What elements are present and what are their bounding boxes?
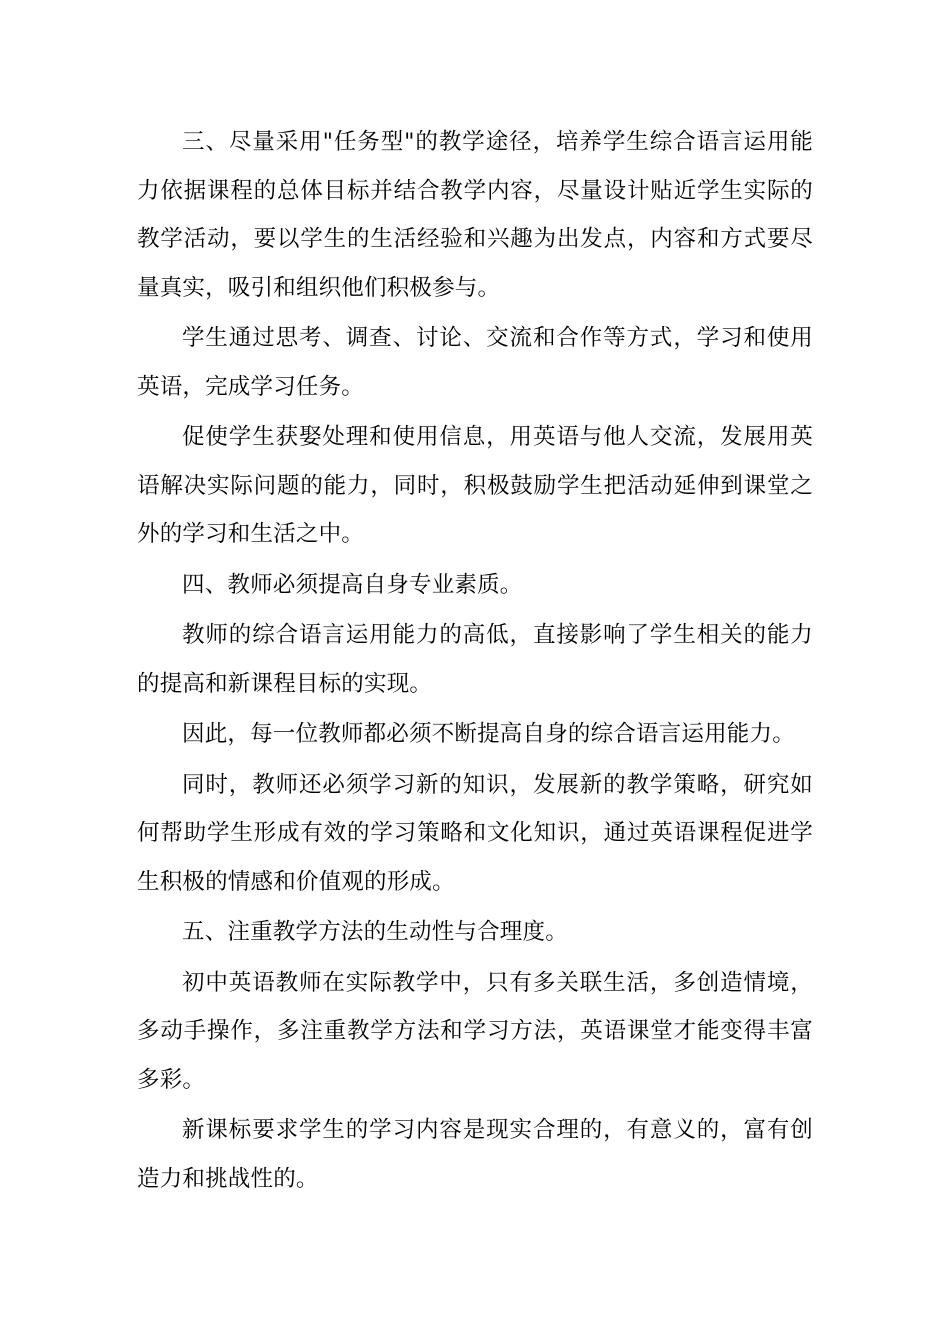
paragraph-teaching-strategies: 同时，教师还必须学习新的知识，发展新的教学策略，研究如何帮助学生形成有效的学习策略和文化知识，通过英语课程促进学生积极的情感和价值观的形成。 — [137, 771, 813, 895]
paragraph-continuous-improvement: 因此，每一位教师都必须不断提高自身的综合语言运用能力。 — [182, 721, 795, 747]
document-body — [137, 118, 813, 1205]
paragraph-section-three: 三、尽量采用"任务型"的教学途径，培养学生综合语言运用能力依据课程的总体目标并结合教学内容，尽量设计贴近学生实际的教学活动，要以学生的生活经验和兴趣为出发点，内容和方式要尽量真实，吸引和组织他们积极参与。 — [137, 129, 813, 301]
paragraph-practical-teaching: 初中英语教师在实际教学中，只有多关联生活，多创造情境，多动手操作，多注重教学方法和学习方法，英语课堂才能变得丰富多彩。 — [137, 969, 813, 1093]
paragraph-teacher-ability: 教师的综合语言运用能力的高低，直接影响了学生相关的能力的提高和新课程目标的实现。 — [137, 622, 813, 697]
paragraph-curriculum-standard: 新课标要求学生的学习内容是现实合理的，有意义的，富有创造力和挑战性的。 — [137, 1117, 813, 1192]
heading-section-five: 五、注重教学方法的生动性与合理度。 — [182, 919, 568, 945]
heading-section-four: 四、教师必须提高自身专业素质。 — [182, 571, 523, 598]
paragraph-information-use: 促使学生获娶处理和使用信息，用英语与他人交流，发展用英语解决实际问题的能力，同时，积极鼓励学生把活动延伸到课堂之外的学习和生活之中。 — [137, 424, 813, 547]
paragraph-learning-methods: 学生通过思考、调查、讨论、交流和合作等方式，学习和使用英语，完成学习任务。 — [137, 325, 813, 400]
